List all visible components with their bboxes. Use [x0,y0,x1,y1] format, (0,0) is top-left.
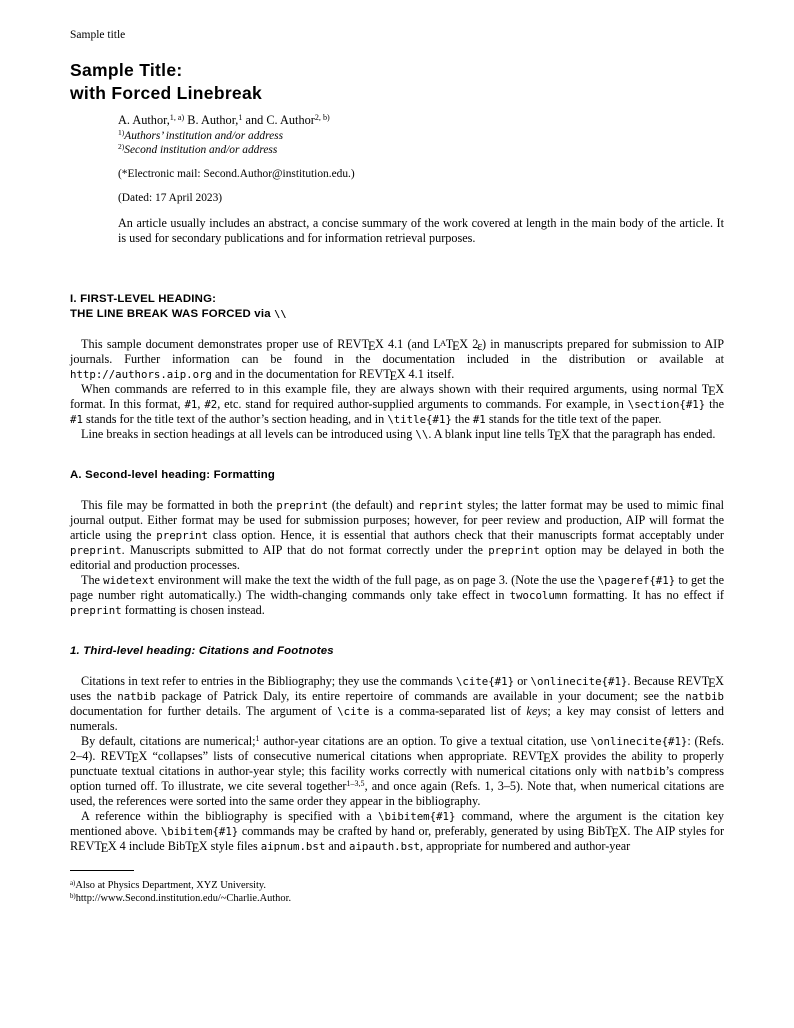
section-heading-first-level [70,292,724,322]
paper-title-line-1: Sample Title: [70,60,183,80]
paragraph: A reference within the bibliography is specified with a \bibitem{#1} command, where the argument is the citation key mentioned above. \bibitem{#1} commands may be crafted by hand or, preferably, generated by using BibTEX. The AIP styles for REVTEX 4 include BibTEX style files aipnum.bst and aipauth.bst, appropriate for numbered and author-year [70,809,725,856]
paragraph: This sample document demonstrates proper use of REVTEX 4.1 (and $L^ATEX$ 2ε) in manuscripts prepared for submission to AIP journals. Further information can be found in the documentation included in the distribution or available at http://authors.aip.org and in the documentation for REVTEX 4.1 itself. [70,337,724,384]
front-matter [118,113,724,246]
footnote-b: $^{b)}$http://www.Second.institution.edu/~Charlie.Author. [70,892,292,905]
affiliation-2: $^{2)}$Second institution and/or address [118,141,278,156]
paragraph: The widetext environment will make the text the width of the full page, as on page 3. (Note the use the \pageref{#1} to get the page number right automatically.) The width-changing commands only take effect in twocolumn formatting. It has no effect if preprint formatting is chosen instead. [70,573,725,618]
subsubsection-citations [70,644,724,854]
section-first-level [70,292,724,442]
affiliation-1: $^{1)}$Authors’ institution and/or address [118,128,284,142]
heading-line-1: I. FIRST-LEVEL HEADING: [70,293,217,306]
paragraph: When commands are referred to in this example file, they are always shown with their required arguments, using normal TEX format. In this format, #1, #2, etc. stand for required author-supplied arguments to commands. For example, in \section{#1} the #1 stands for the title text of the author’s section heading, and in \title{#1} the #1 stands for the title text of the paper. [70,382,725,427]
paragraph: By default, citations are numerical;$^1$ author-year citations are an option. To give a textual citation, use \onlinecite{#1}: (Refs. 2–4). REVTEX “collapses” lists of consecutive numerical citations when appropriate. REVTEX provides the ability to properly punctuate textual citations in author-year style; this facility works correctly with numerical citations only with natbib’s compress option turned off. To illustrate, we cite several together$^{1-3,5}$, and once again (Refs. 1, 3–5). Note that, when numerical citations are used, the references were sorted into the same order they appear in the bibliography. [70,734,725,809]
paper-title [70,59,724,104]
paragraph: Citations in text refer to entries in the Bibliography; they use the commands \cite{#1} or \onlinecite{#1}. Because REVTEX uses the natbib package of Patrick Daly, its entire repertoire of commands are available in your document; see the natbib documentation for further details. The argument of \cite is a comma-separated list of keys; a key may consist of letters and numerals. [70,674,724,734]
subsubsection-heading-citations: 1. Third-level heading: Citations and Footnotes [70,645,334,658]
footnote-area [70,870,724,905]
paragraph: This file may be formatted in both the preprint (the default) and reprint styles; the latter format may be used to mimic final journal output. Either format may be used for submission purposes; however, for peer review and production, AIP will format the article using the preprint class option. Hence, it is essential that authors check that their manuscripts format acceptably under preprint. Manuscripts submitted to AIP that do not format correctly under the preprint option may be delayed in both the editorial and production processes. [70,498,724,573]
footnote-rule [70,870,134,871]
paper-title-line-2: with Forced Linebreak [70,82,263,103]
subsection-formatting [70,468,724,618]
footnote-a: $^{a)}$Also at Physics Department, XYZ University. [70,879,267,892]
electronic-mail-line: (*Electronic mail: Second.Author@institution.edu.) [118,168,355,181]
heading-line-2: THE LINE BREAK WAS FORCED via \\ [70,308,287,321]
subsection-heading-formatting: A. Second-level heading: Formatting [70,469,276,482]
paragraph: Line breaks in section headings at all levels can be introduced using \\. A blank input line tells TEX that the paragraph has ended. [81,427,716,444]
author-byline: A. Author,$^{1, a)}$ B. Author,$^1$ and C. Author$^{2, b)}$ [118,112,330,127]
running-header-title: Sample title [70,29,126,41]
abstract: An article usually includes an abstract, a concise summary of the work covered at length in the main body of the article. It is used for secondary publications and for information retrieval purposes. [118,216,724,246]
dated-line: (Dated: 17 April 2023) [118,192,223,205]
